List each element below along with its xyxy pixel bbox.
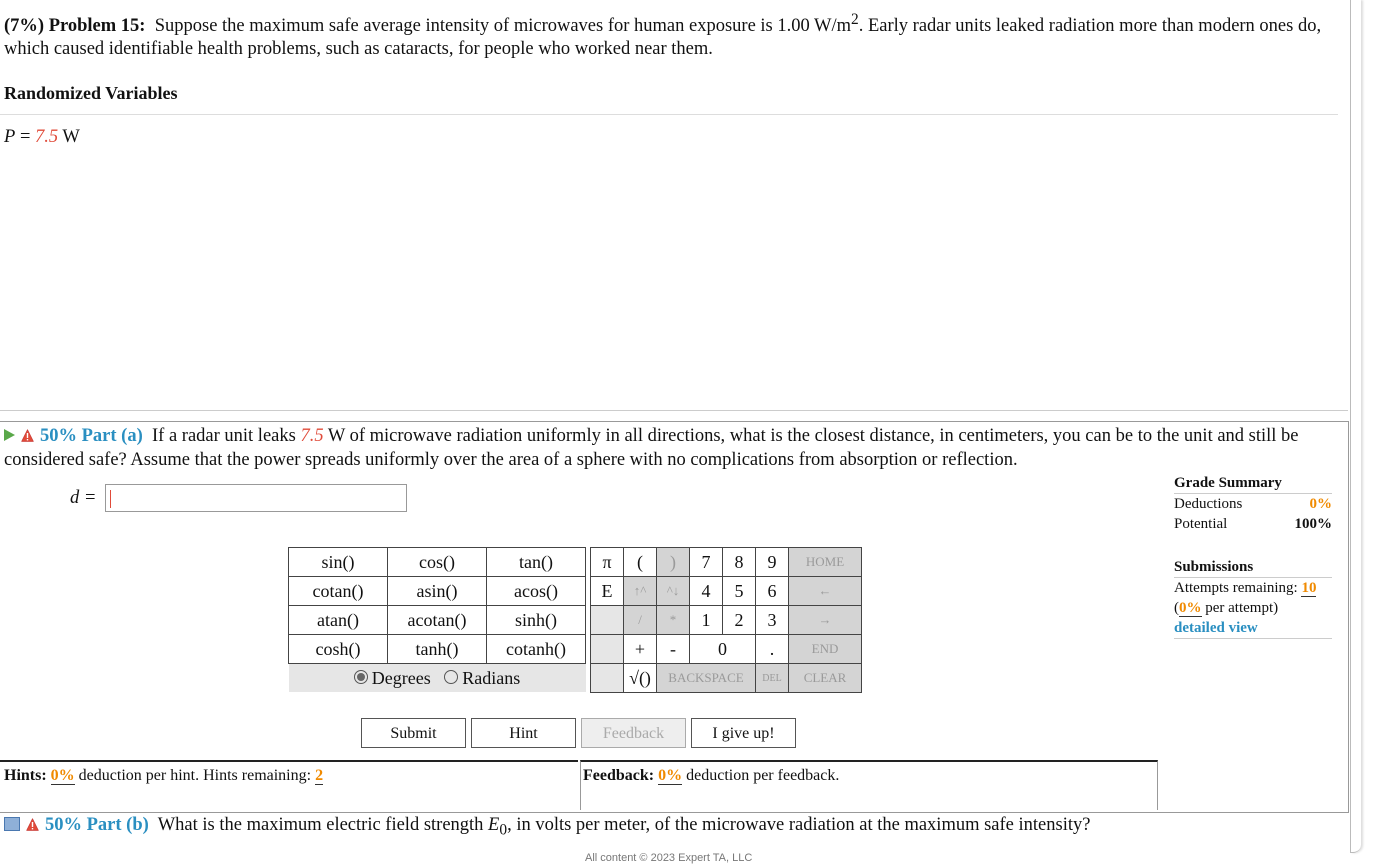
part-b-sub: 0 [499, 821, 508, 839]
key-multiply[interactable]: * [657, 606, 690, 635]
key-down[interactable]: ^↓ [657, 577, 690, 606]
part-a-label: Part (a) [81, 426, 143, 446]
key-cos[interactable]: cos() [388, 548, 487, 577]
feedback-deduction: 0% [658, 767, 683, 784]
key-dot[interactable]: . [756, 635, 789, 664]
part-b-question[interactable] [4, 815, 1090, 840]
part-b-var: E [488, 815, 500, 835]
key-blank [591, 664, 624, 693]
part-b-weight: 50% [45, 815, 82, 835]
key-backspace[interactable]: BACKSPACE [657, 664, 756, 693]
key-blank [591, 606, 624, 635]
key-tan[interactable]: tan() [487, 548, 586, 577]
key-5[interactable]: 5 [723, 577, 756, 606]
radians-radio[interactable] [444, 670, 458, 684]
attempts-label: Attempts remaining: [1174, 580, 1302, 596]
key-home[interactable]: HOME [789, 548, 862, 577]
part-a-weight: 50% [40, 426, 77, 446]
problem-label: Problem 15: [48, 16, 146, 37]
per-attempt-value: 0% [1179, 600, 1202, 616]
radians-label: Radians [462, 667, 521, 688]
key-2[interactable]: 2 [723, 606, 756, 635]
key-divide[interactable]: / [624, 606, 657, 635]
hints-label: Hints: [4, 767, 47, 784]
notes-icon[interactable] [4, 817, 20, 831]
grade-summary [1174, 475, 1332, 534]
text-cursor [110, 490, 111, 508]
key-9[interactable]: 9 [756, 548, 789, 577]
warning-icon [21, 429, 34, 442]
key-acos[interactable]: acos() [487, 577, 586, 606]
problem-sup: 2 [851, 11, 859, 28]
feedback-text: deduction per feedback. [682, 767, 840, 784]
key-0[interactable]: 0 [690, 635, 756, 664]
hints-text: deduction per hint. Hints remaining: [74, 767, 316, 784]
var-eq: = [15, 127, 35, 147]
key-7[interactable]: 7 [690, 548, 723, 577]
grade-summary-title: Grade Summary [1174, 475, 1332, 494]
answer-label [70, 488, 96, 509]
per-attempt-row [1174, 598, 1332, 618]
attempts-row [1174, 578, 1332, 598]
problem-text: Suppose the maximum safe average intensity of microwaves for human exposure is 1.00 W/m [154, 16, 852, 37]
part-a-text: If a radar unit leaks [152, 426, 301, 446]
randomized-variable [4, 127, 80, 148]
key-cotan[interactable]: cotan() [289, 577, 388, 606]
expand-arrow-icon[interactable] [4, 429, 15, 441]
key-e[interactable]: E [591, 577, 624, 606]
var-unit: W [58, 127, 80, 147]
give-up-button[interactable]: I give up! [691, 718, 796, 748]
submissions [1174, 557, 1332, 639]
part-b-text-rest: , in volts per meter, of the microwave radiation at the maximum safe intensity? [507, 815, 1091, 835]
key-left[interactable]: ← [789, 577, 862, 606]
deductions-label: Deductions [1174, 496, 1243, 512]
key-up[interactable]: ↑^ [624, 577, 657, 606]
part-a-text-rest: W of microwave radiation uniformly in all directions, what is the closest distance, in centimeters, you can be to the unit and still be considered safe? Assume that the power spreads uniformly over the area of a sphere with no complications from absorption or reflection. [4, 426, 1299, 470]
part-a-question [4, 424, 1334, 472]
divider [0, 114, 1338, 115]
hint-button[interactable]: Hint [471, 718, 576, 748]
footer-copyright: All content © 2023 Expert TA, LLC [585, 852, 753, 864]
key-4[interactable]: 4 [690, 577, 723, 606]
key-cosh[interactable]: cosh() [289, 635, 388, 664]
key-8[interactable]: 8 [723, 548, 756, 577]
key-right[interactable]: → [789, 606, 862, 635]
randomized-variables-title: Randomized Variables [4, 83, 178, 103]
key-minus[interactable]: - [657, 635, 690, 664]
key-3[interactable]: 3 [756, 606, 789, 635]
key-lparen[interactable]: ( [624, 548, 657, 577]
var-name: P [4, 127, 16, 147]
detailed-view-link[interactable]: detailed view [1174, 620, 1258, 636]
angle-mode [289, 664, 586, 693]
var-value: 7.5 [35, 127, 59, 147]
frame-edge [1350, 0, 1361, 853]
hints-panel [0, 760, 578, 810]
feedback-panel [580, 760, 1158, 810]
potential-label: Potential [1174, 516, 1228, 532]
per-attempt-text: per attempt) [1201, 600, 1279, 616]
key-clear[interactable]: CLEAR [789, 664, 862, 693]
part-a-value: 7.5 [300, 426, 324, 446]
hints-deduction: 0% [50, 767, 75, 784]
feedback-label: Feedback: [583, 767, 655, 784]
attempts-value: 10 [1301, 580, 1317, 596]
per-attempt-open: ( [1174, 600, 1179, 616]
potential-value: 100% [1294, 516, 1332, 532]
key-del[interactable]: DEL [756, 664, 789, 693]
deductions-row [1174, 494, 1332, 514]
key-6[interactable]: 6 [756, 577, 789, 606]
key-rparen[interactable]: ) [657, 548, 690, 577]
key-sin[interactable]: sin() [289, 548, 388, 577]
part-b-label: Part (b) [86, 815, 149, 835]
submit-button[interactable]: Submit [361, 718, 466, 748]
problem-text-rest: . Early radar units leaked radiation more than modern ones do, which caused identifiable health problems, such as cataracts, for people who worked near them. [4, 16, 1322, 60]
deductions-value: 0% [1309, 496, 1332, 512]
key-cotanh[interactable]: cotanh() [487, 635, 586, 664]
part-b-text: What is the maximum electric field strength [157, 815, 489, 835]
answer-eq: = [79, 488, 97, 508]
key-1[interactable]: 1 [690, 606, 723, 635]
divider [0, 410, 1348, 411]
key-sqrt[interactable]: √() [624, 664, 657, 693]
answer-input[interactable] [105, 484, 407, 512]
numeric-keypad [590, 547, 862, 693]
submissions-title: Submissions [1174, 557, 1332, 578]
problem-statement [4, 8, 1334, 61]
key-plus[interactable]: + [624, 635, 657, 664]
feedback-button[interactable]: Feedback [581, 718, 686, 748]
degrees-radio[interactable] [354, 670, 368, 684]
hints-remaining: 2 [315, 767, 324, 784]
warning-icon [26, 818, 39, 831]
potential-row [1174, 514, 1332, 534]
detailed-row [1174, 618, 1332, 639]
key-atan[interactable]: atan() [289, 606, 388, 635]
function-keypad [288, 547, 586, 692]
key-pi[interactable]: π [591, 548, 624, 577]
key-sinh[interactable]: sinh() [487, 606, 586, 635]
key-asin[interactable]: asin() [388, 577, 487, 606]
answer-var: d [70, 488, 80, 508]
key-tanh[interactable]: tanh() [388, 635, 487, 664]
key-acotan[interactable]: acotan() [388, 606, 487, 635]
key-blank [591, 635, 624, 664]
key-end[interactable]: END [789, 635, 862, 664]
degrees-label: Degrees [371, 667, 431, 688]
problem-weight: (7%) [4, 16, 45, 37]
